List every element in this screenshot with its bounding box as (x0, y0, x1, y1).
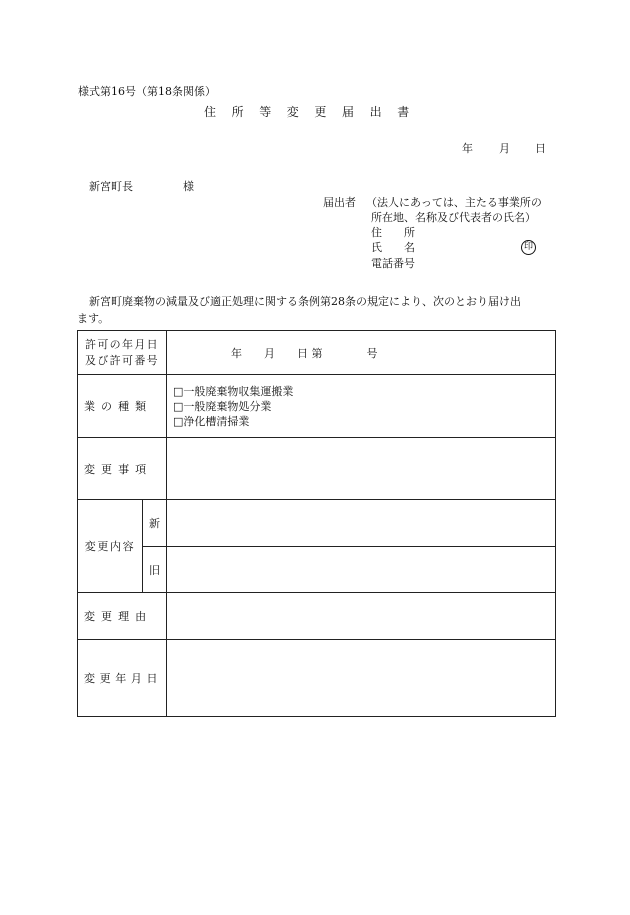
seal-mark: 印 (521, 240, 536, 255)
old-content-field[interactable] (167, 547, 556, 593)
change-date-label: 変更年月日 (78, 640, 167, 717)
reason-label: 変更理由 (78, 593, 167, 640)
permit-value-cell[interactable] (167, 331, 556, 375)
kind-options (167, 375, 556, 438)
change-item-field[interactable] (167, 438, 556, 500)
permit-label-cell (78, 331, 167, 375)
change-item-label: 変更事項 (78, 438, 167, 500)
kind-label: 業の種類 (78, 375, 167, 438)
permit-label-line-1: 許可の年月日 (85, 337, 159, 351)
reason-row (78, 593, 556, 640)
body-text-line-1: 新宮町廃棄物の減量及び適正処理に関する条例第28条の規定により、次のとおり届け出 (89, 295, 521, 308)
change-date-row (78, 640, 556, 717)
body-text-line-2: ます。 (77, 312, 110, 325)
kind-option-septic[interactable]: □浄化槽清掃業 (173, 414, 250, 428)
kind-row (78, 375, 556, 438)
permit-row (78, 331, 556, 375)
new-label: 新 (143, 500, 167, 547)
change-date-field[interactable] (167, 640, 556, 717)
change-old-row (78, 547, 556, 593)
addressee-honorific: 様 (183, 180, 194, 193)
phone-label: 電話番号 (371, 257, 415, 270)
document-title: 住所等変更届出書 (204, 105, 425, 119)
change-content-label: 変更内容 (78, 500, 143, 593)
kind-option-collection[interactable]: □一般廃棄物収集運搬業 (173, 384, 294, 398)
old-label: 旧 (143, 547, 167, 593)
name-label: 氏 名 (371, 241, 415, 254)
applicant-label: 届出者 (323, 196, 356, 209)
change-new-row (78, 500, 556, 547)
new-content-field[interactable] (167, 500, 556, 547)
address-label: 住 所 (371, 226, 415, 239)
applicant-note-1: （法人にあっては、主たる事業所の (366, 196, 542, 209)
permit-label-line-2: 及び許可番号 (85, 353, 159, 367)
kind-option-disposal[interactable]: □一般廃棄物処分業 (173, 399, 272, 413)
seal-icon (521, 240, 536, 255)
notification-table (77, 330, 556, 717)
addressee-name: 新宮町長 (89, 180, 133, 193)
permit-value: 年 月 日 第 号 (231, 346, 378, 360)
form-number: 様式第16号（第18条関係） (78, 85, 216, 98)
reason-field[interactable] (167, 593, 556, 640)
change-item-row (78, 438, 556, 500)
date-month: 月 (499, 142, 510, 155)
date-year: 年 (462, 142, 473, 155)
date-day: 日 (535, 142, 546, 155)
applicant-note-2: 所在地、名称及び代表者の氏名） (371, 211, 536, 224)
